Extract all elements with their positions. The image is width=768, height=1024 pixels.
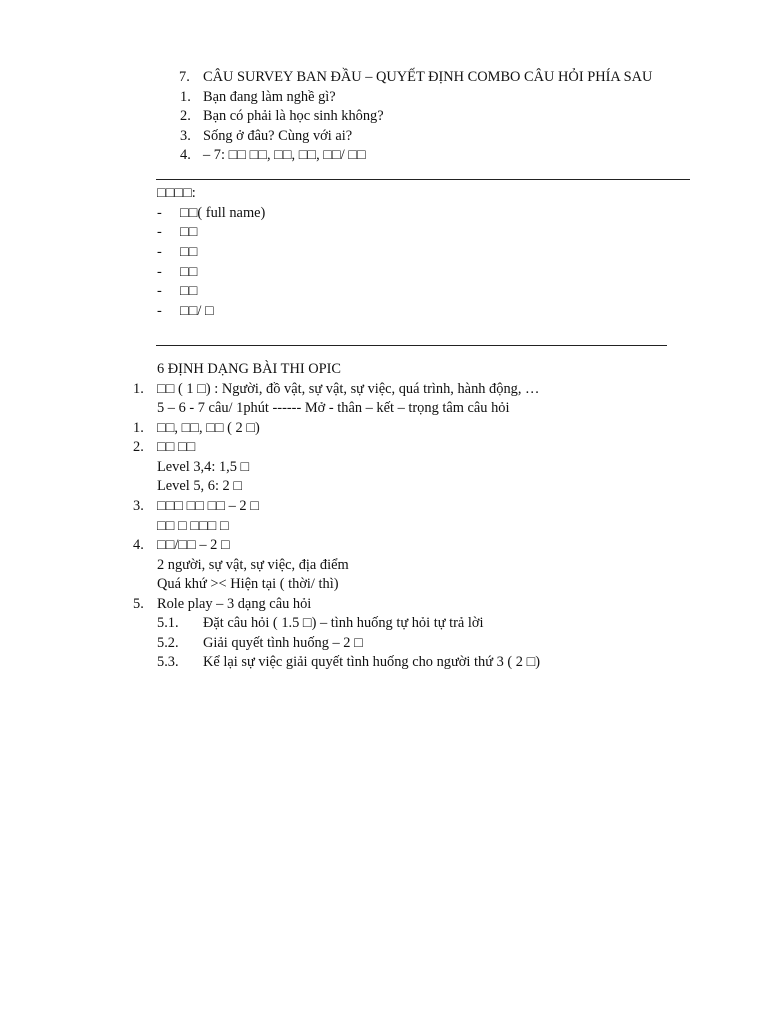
intro-bullet: - (157, 244, 162, 260)
format-item: Role play – 3 dạng câu hỏi (157, 596, 312, 612)
format-subitem: Giải quyết tình huống – 2 □ (203, 635, 363, 651)
intro-item: □□( full name) (180, 205, 266, 221)
format-item-number: 1. (133, 381, 144, 397)
survey-item: – 7: □□ □□, □□, □□, □□/ □□ (203, 147, 366, 163)
format-item-note: Level 5, 6: 2 □ (157, 478, 243, 494)
format-item-note: Level 3,4: 1,5 □ (157, 459, 250, 475)
divider-line (156, 179, 690, 180)
format-heading: 6 ĐỊNH DẠNG BÀI THI OPIC (157, 361, 342, 377)
survey-item: Bạn có phải là học sinh không? (203, 108, 384, 124)
intro-bullet: - (157, 205, 162, 221)
intro-bullet: - (157, 283, 162, 299)
format-item: □□ ( 1 □) : Người, đồ vật, sự vật, sự việc, quá trình, hành động, … (157, 381, 540, 397)
format-subitem: Đặt câu hỏi ( 1.5 □) – tình huống tự hỏi tự trả lời (203, 615, 484, 631)
format-subitem-number: 5.3. (157, 654, 179, 670)
divider-line (156, 345, 667, 346)
survey-item-number: 2. (180, 108, 191, 124)
intro-item: □□/ □ (180, 303, 214, 319)
survey-item: Sống ở đâu? Cùng với ai? (203, 128, 353, 144)
survey-item-number: 1. (180, 89, 191, 105)
format-subitem-number: 5.1. (157, 615, 179, 631)
survey-item-number: 3. (180, 128, 191, 144)
format-item-number: 3. (133, 498, 144, 514)
survey-heading: CÂU SURVEY BAN ĐẦU – QUYẾT ĐỊNH COMBO CÂU HỎI PHÍA SAU (203, 69, 653, 85)
format-item-note: 2 người, sự vật, sự việc, địa điểm (157, 557, 349, 573)
format-item: □□ □□ (157, 439, 196, 455)
format-item-number: 1. (133, 420, 144, 436)
format-item: □□□ □□ □□ – 2 □ (157, 498, 259, 514)
intro-item: □□ (180, 244, 198, 260)
format-item: □□/□□ – 2 □ (157, 537, 230, 553)
format-item-number: 5. (133, 596, 144, 612)
intro-bullet: - (157, 303, 162, 319)
format-item-number: 2. (133, 439, 144, 455)
intro-bullet: - (157, 224, 162, 240)
intro-title: □□□□: (157, 185, 196, 201)
intro-item: □□ (180, 264, 198, 280)
intro-item: □□ (180, 224, 198, 240)
format-item-note: □□ □ □□□ □ (157, 518, 229, 534)
format-subitem-number: 5.2. (157, 635, 179, 651)
survey-item: Bạn đang làm nghề gì? (203, 89, 336, 105)
format-item-note: 5 – 6 - 7 câu/ 1phút ------ Mở - thân – kết – trọng tâm câu hỏi (157, 400, 510, 416)
format-item-note: Quá khứ >< Hiện tại ( thời/ thì) (157, 576, 339, 592)
survey-heading-number: 7. (179, 69, 190, 85)
intro-bullet: - (157, 264, 162, 280)
survey-item-number: 4. (180, 147, 191, 163)
format-item: □□, □□, □□ ( 2 □) (157, 420, 260, 436)
intro-item: □□ (180, 283, 198, 299)
format-item-number: 4. (133, 537, 144, 553)
format-subitem: Kể lại sự việc giải quyết tình huống cho người thứ 3 ( 2 □) (203, 654, 541, 670)
